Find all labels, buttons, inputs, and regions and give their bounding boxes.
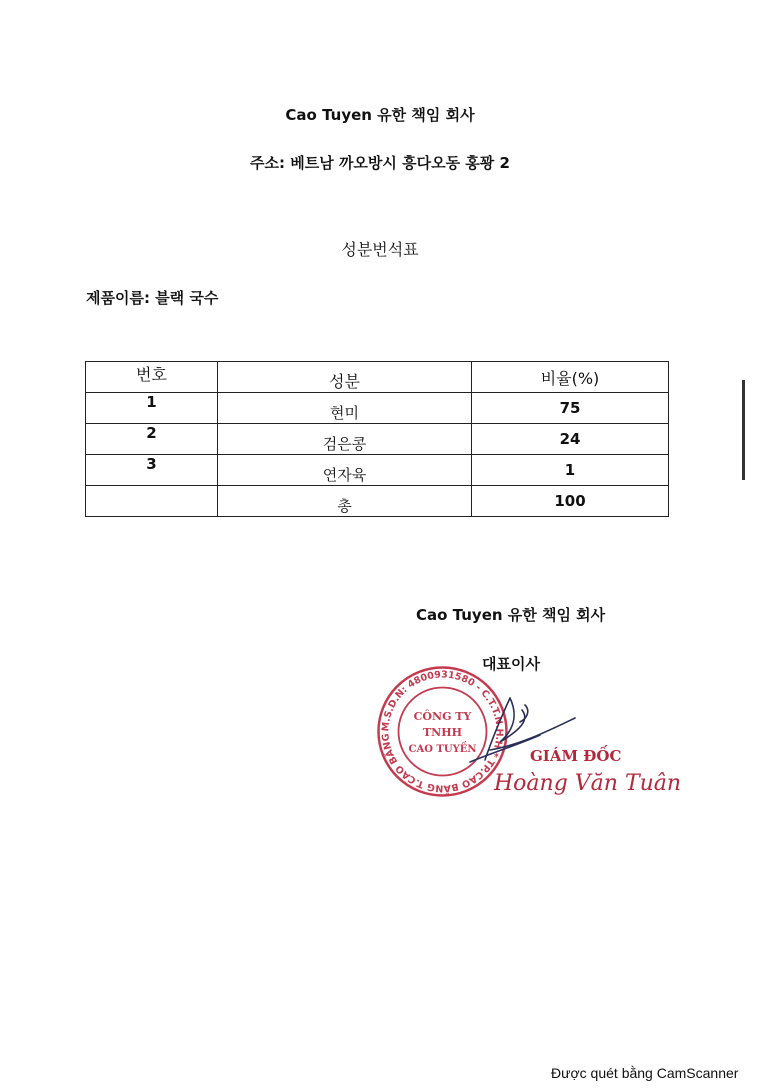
- handwritten-signature: [430, 690, 590, 780]
- stamp-ring-text: M.S.D.N: 4800931580 - C.T.T.N.H.H * TP.CAO BẰNG T.CAO BẰNG: [380, 669, 505, 794]
- header-ingredient: 성분: [218, 362, 472, 393]
- company-header: Cao Tuyen 유한 책임 회사: [285, 106, 475, 124]
- table-row: [86, 455, 669, 486]
- company-address: 주소: 베트남 까오방시 흥다오동 홍꽝 2: [250, 154, 510, 172]
- header-ratio: 비율(%): [472, 362, 669, 393]
- table-header-row: [86, 362, 669, 393]
- row-ratio: 75: [472, 393, 669, 424]
- table-row: [86, 393, 669, 424]
- table-row: [86, 424, 669, 455]
- total-label: 총: [218, 486, 472, 517]
- ingredient-table: [85, 361, 667, 517]
- row-ingredient: 검은콩: [218, 424, 472, 455]
- scan-edge-mark: [742, 380, 745, 480]
- stamp-line-3: CAO TUYỀN: [408, 744, 477, 755]
- representative-title: 대표이사: [482, 655, 540, 673]
- document-title: 성분번석표: [341, 240, 419, 259]
- row-number: 3: [86, 455, 218, 486]
- row-ingredient: 현미: [218, 393, 472, 424]
- stamp-line-2: TNHH: [422, 726, 463, 739]
- row-ratio: 1: [472, 455, 669, 486]
- row-ratio: 24: [472, 424, 669, 455]
- table-total-row: [86, 486, 669, 517]
- row-number: 2: [86, 424, 218, 455]
- row-ingredient: 연자육: [218, 455, 472, 486]
- director-title: GIÁM ĐỐC: [530, 747, 622, 765]
- stamp-line-1: CÔNG TY: [413, 710, 472, 723]
- product-name-line: 제품이름: 블랙 국수: [86, 289, 219, 307]
- signature-company: Cao Tuyen 유한 책임 회사: [416, 606, 606, 624]
- director-name: Hoàng Văn Tuân: [494, 771, 682, 796]
- row-number: [86, 486, 218, 517]
- row-number: 1: [86, 393, 218, 424]
- total-ratio: 100: [472, 486, 669, 517]
- header-number: 번호: [86, 362, 218, 393]
- scanner-watermark: Được quét bằng CamScanner: [551, 1065, 739, 1081]
